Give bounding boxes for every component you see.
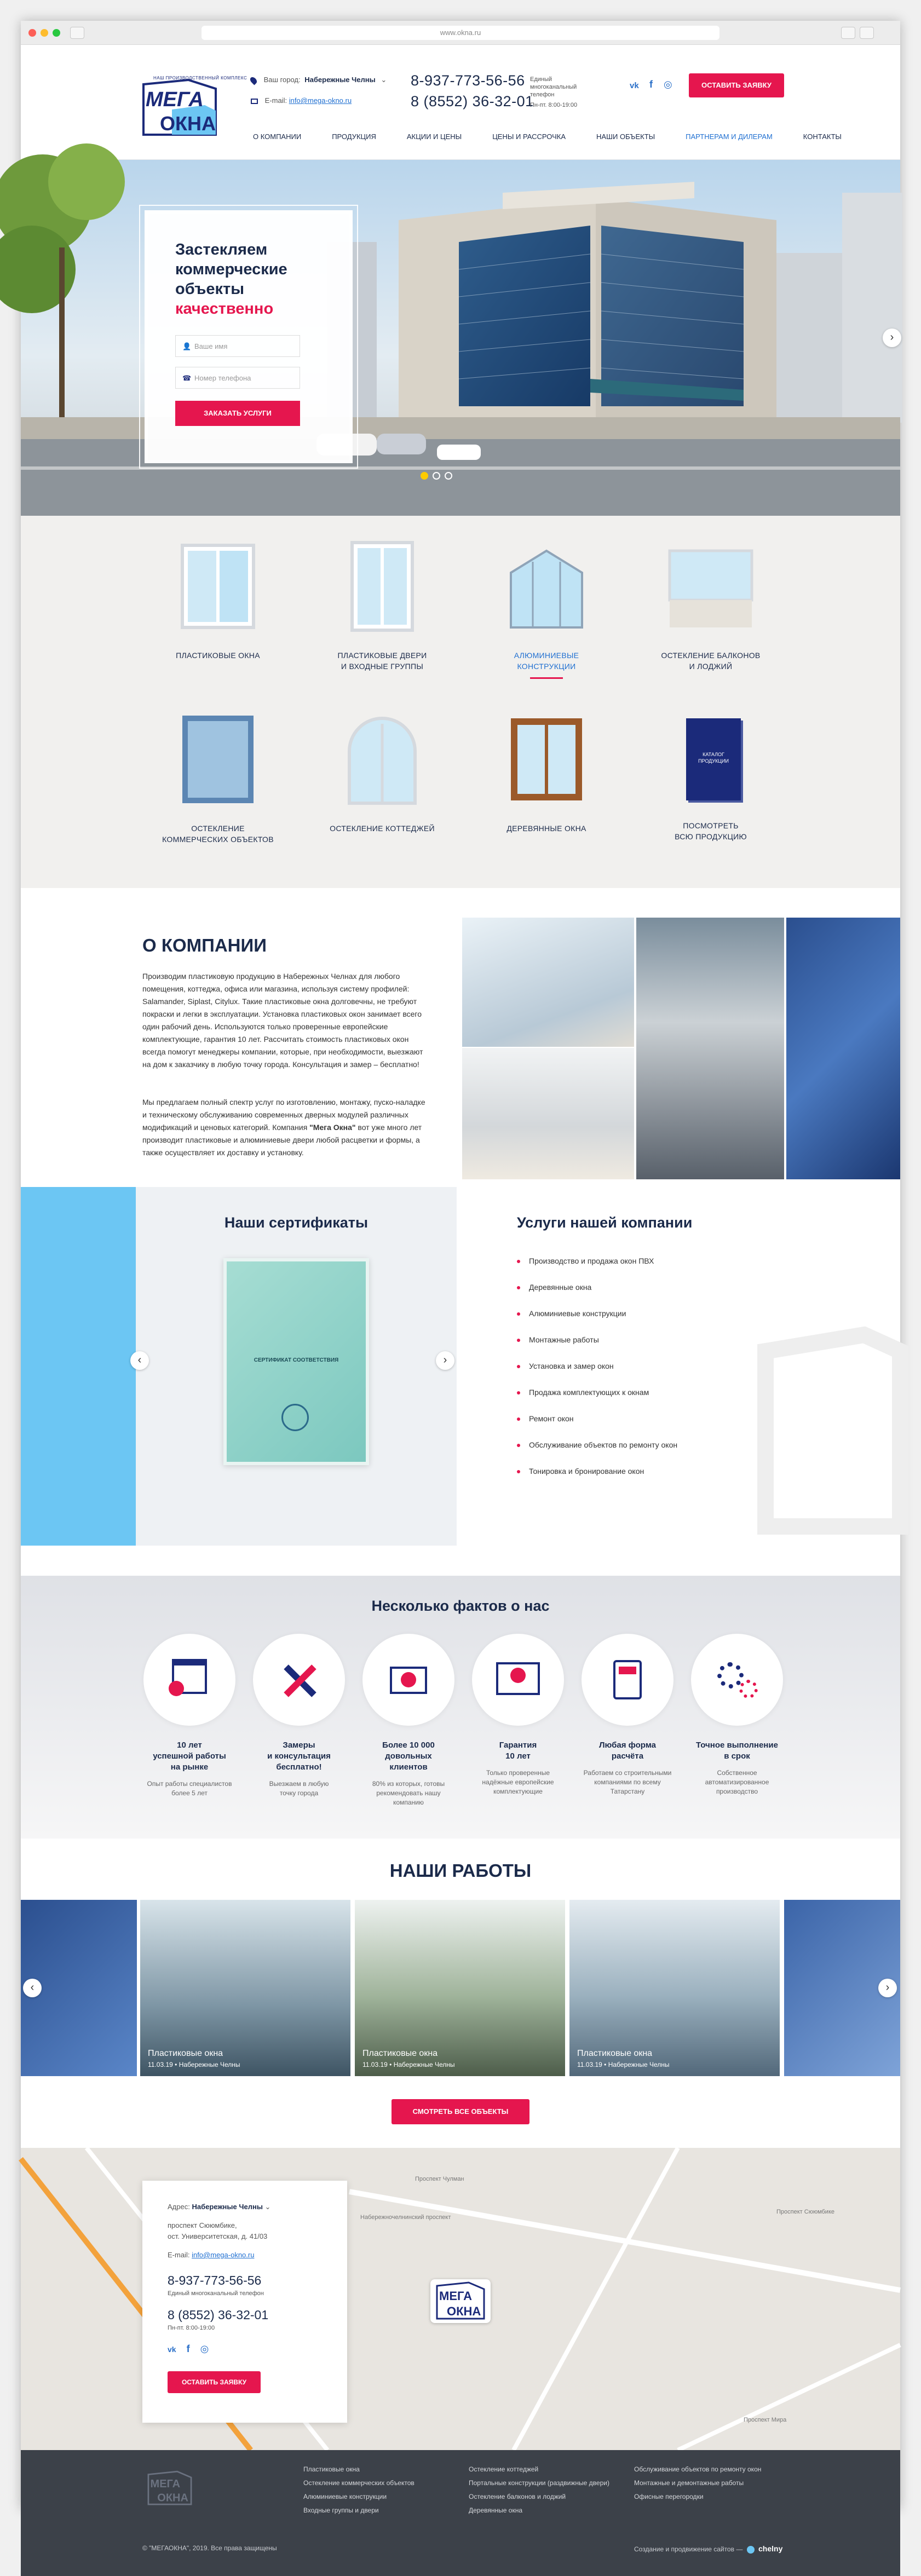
service-item[interactable]: Обслуживание объектов по ремонту окон	[517, 1440, 692, 1467]
about-photo-office	[636, 918, 784, 1179]
chevron-down-icon: ⌄	[381, 76, 387, 84]
facts-section	[21, 1576, 900, 1839]
about-photo-attic	[462, 1048, 634, 1179]
slider-dot-1[interactable]	[421, 472, 428, 480]
plastic-window-icon	[171, 540, 264, 633]
footer-link[interactable]: Входные группы и двери	[303, 2506, 379, 2514]
works-next-arrow[interactable]: ›	[878, 1979, 897, 1997]
minimize-window-icon[interactable]	[41, 29, 48, 37]
watermark-logo-icon	[755, 1329, 900, 1526]
certificates-services-section	[21, 1187, 900, 1576]
contacts-request-button[interactable]: ОСТАВИТЬ ЗАЯВКУ	[168, 2371, 261, 2393]
certificates-title: Наши сертификаты	[224, 1214, 369, 1231]
nav-objects[interactable]: НАШИ ОБЪЕКТЫ	[596, 132, 655, 141]
svg-text:Набережночелнинский проспект: Набережночелнинский проспект	[360, 2214, 451, 2221]
hero-phone-input[interactable]	[175, 367, 300, 389]
footer-copyright: © "МЕГАОКНА", 2019. Все права защищены	[142, 2544, 277, 2552]
service-item[interactable]: Монтажные работы	[517, 1335, 692, 1362]
phone-primary[interactable]: 8-937-773-56-56	[411, 72, 525, 89]
slider-next-arrow[interactable]: ›	[883, 329, 901, 347]
commercial-glazing-icon	[171, 713, 264, 806]
about-section	[21, 888, 900, 1187]
product-label: АЛЮМИНИЕВЫЕ КОНСТРУКЦИИ	[514, 651, 579, 671]
vk-icon[interactable]: vk	[630, 81, 639, 90]
catalog-label: КАТАЛОГ ПРОДУКЦИИ	[698, 752, 729, 764]
phone-primary-note: Единый многоканальный телефон	[530, 76, 577, 98]
clients-icon	[362, 1634, 454, 1726]
decorative-blue-strip	[21, 1187, 136, 1546]
logo-tagline: НАШ ПРОИЗВОДСТВЕННЫЙ КОМПЛЕКС	[153, 76, 247, 80]
calendar-icon	[143, 1634, 235, 1726]
site-header	[21, 45, 900, 160]
service-item[interactable]: Алюминиевые конструкции	[517, 1309, 692, 1335]
contacts-phone-primary-note: Единый многоканальный телефон	[168, 2290, 264, 2297]
works-prev-arrow[interactable]: ‹	[23, 1979, 42, 1997]
work-card[interactable]: Пластиковые окна 11.03.19 • Набережные Челны	[140, 1900, 350, 2076]
about-paragraph-2: Мы предлагаем полный спектр услуг по изготовлению, монтажу, пуско-наладке и техническому обслуживанию современных дверных модулей различных модификаций и ценовых категорий. Компания "Мега Окна" вот уже много лет производит пластиковые и алюминиевые двери любой расцветки и формы, а также осуществляет их доставку и установку.	[142, 1098, 425, 1157]
product-label: ОСТЕКЛЕНИЕ БАЛКОНОВ И ЛОДЖИЙ	[661, 651, 761, 671]
balcony-icon	[664, 540, 757, 633]
services-block	[517, 1214, 692, 1493]
instagram-icon[interactable]: ◎	[664, 79, 672, 90]
fact-item: Замеры и консультация бесплатно! Выезжаем в любую точку города	[244, 1634, 354, 1798]
facebook-icon[interactable]: f	[649, 79, 653, 90]
footer-link[interactable]: Обслуживание объектов по ремонту окон	[634, 2465, 762, 2473]
map-location-marker[interactable]	[430, 2279, 491, 2323]
payment-terminal-icon	[582, 1634, 674, 1726]
sidebar-toggle-icon[interactable]	[70, 27, 84, 39]
nav-prices[interactable]: ЦЕНЫ И РАССРОЧКА	[492, 132, 566, 141]
email-label: E-mail:	[264, 96, 287, 105]
city-selector[interactable]	[251, 76, 387, 84]
instagram-icon[interactable]: ◎	[200, 2343, 209, 2354]
certificate-image[interactable]	[223, 1258, 369, 1465]
nav-partners[interactable]: ПАРТНЕРАМ И ДИЛЕРАМ	[686, 132, 773, 141]
contacts-city-selector[interactable]: Адрес: Набережные Челны ⌄	[168, 2203, 271, 2211]
close-window-icon[interactable]	[28, 29, 36, 37]
products-section	[21, 516, 900, 888]
work-card[interactable]: Пластиковые окна 11.03.19 • Набережные Челны	[355, 1900, 565, 2076]
contacts-phone-secondary-note: Пн-пт. 8:00-19:00	[168, 2325, 215, 2331]
hero-title-line2: коммерческие	[175, 261, 287, 278]
service-item[interactable]: Продажа комплектующих к окнам	[517, 1388, 692, 1414]
slider-dot-2[interactable]	[433, 472, 440, 480]
site-footer	[21, 2450, 900, 2576]
aluminium-structure-icon	[500, 540, 593, 633]
footer-column-3	[634, 2465, 761, 2506]
product-label: ПЛАСТИКОВЫЕ ОКНА	[176, 651, 260, 660]
product-label: ПОСМОТРЕТЬ ВСЮ ПРОДУКЦИЮ	[675, 821, 747, 841]
phone-icon: ☎	[182, 374, 192, 382]
svg-text:ОКНА: ОКНА	[447, 2304, 481, 2318]
contacts-email-link[interactable]: info@mega-okno.ru	[192, 2251, 255, 2259]
product-aluminium[interactable]	[481, 540, 612, 679]
svg-text:МЕГА: МЕГА	[150, 2478, 181, 2491]
nav-promotions[interactable]: АКЦИИ И ЦЕНЫ	[406, 132, 462, 141]
slider-dot-3[interactable]	[445, 472, 452, 480]
service-item[interactable]: Деревянные окна	[517, 1283, 692, 1309]
footer-link[interactable]: Монтажные и демонтажные работы	[634, 2479, 744, 2487]
product-plastic-windows[interactable]	[152, 540, 284, 661]
service-item[interactable]: Ремонт окон	[517, 1414, 692, 1440]
product-commercial[interactable]	[152, 713, 284, 845]
svg-text:Проспект Сююмбике: Проспект Сююмбике	[776, 2209, 835, 2215]
hero-name-input[interactable]	[175, 335, 300, 357]
email-link[interactable]: info@mega-okno.ru	[289, 96, 352, 105]
location-pin-icon	[249, 76, 258, 85]
logo-line1: МЕГА	[146, 88, 204, 111]
fact-item: Гарантия 10 лет Только проверенные надёжные европейские комплектующие	[463, 1634, 573, 1796]
footer-column-1	[303, 2465, 415, 2520]
user-icon: 👤	[182, 342, 192, 350]
warranty-certificate-icon	[472, 1634, 564, 1726]
certificate-stamp-icon	[281, 1404, 309, 1431]
catalog-icon	[664, 713, 757, 806]
footer-link[interactable]: Офисные перегородки	[634, 2493, 704, 2500]
hero-title-accent: качественно	[175, 300, 274, 318]
certificate-doc-title: СЕРТИФИКАТ СООТВЕТСТВИЯ	[254, 1357, 339, 1363]
envelope-icon	[251, 99, 258, 104]
wooden-window-icon	[500, 713, 593, 806]
facebook-icon[interactable]: f	[186, 2343, 190, 2354]
footer-link[interactable]: Остекление коммерческих объектов	[303, 2479, 415, 2487]
product-label: ОСТЕКЛЕНИЕ КОТТЕДЖЕЙ	[330, 824, 435, 833]
hero-phone-placeholder: Номер телефона	[194, 374, 251, 382]
service-item[interactable]: Производство и продажа окон ПВХ	[517, 1257, 692, 1283]
chelny-logo-icon	[747, 2546, 755, 2554]
product-cottages[interactable]	[316, 713, 448, 834]
footer-link[interactable]: Остекление коттеджей	[469, 2465, 539, 2473]
order-services-button[interactable]: ЗАКАЗАТЬ УСЛУГИ	[175, 401, 300, 426]
work-card[interactable]: Пластиковые окна 11.03.19 • Набережные Челны	[569, 1900, 780, 2076]
svg-text:МЕГА: МЕГА	[439, 2289, 472, 2303]
hero-form-card	[145, 210, 353, 463]
footer-logo[interactable]	[142, 2466, 197, 2510]
product-wooden[interactable]	[481, 713, 612, 834]
mega-okna-logo	[430, 2279, 491, 2323]
browser-toolbar	[21, 21, 900, 45]
main-nav	[253, 132, 842, 141]
svg-text:Проспект Чулман: Проспект Чулман	[415, 2176, 464, 2182]
footer-link[interactable]: Деревянные окна	[469, 2506, 522, 2514]
nav-products[interactable]: ПРОДУКЦИЯ	[332, 132, 376, 141]
product-catalog-link[interactable]	[645, 713, 776, 842]
contacts-phone-primary[interactable]: 8-937-773-56-56	[168, 2273, 262, 2287]
contacts-phone-secondary[interactable]: 8 (8552) 36-32-01	[168, 2308, 269, 2322]
footer-column-2	[469, 2465, 609, 2520]
product-label: ОСТЕКЛЕНИЕ КОММЕРЧЕСКИХ ОБЪЕКТОВ	[162, 824, 274, 844]
hero-title-line1: Застекляем	[175, 241, 268, 258]
product-label: ПЛАСТИКОВЫЕ ДВЕРИ И ВХОДНЫЕ ГРУППЫ	[337, 651, 427, 671]
city-label: Ваш город:	[263, 76, 301, 84]
certificates-block	[136, 1187, 457, 1546]
vk-icon[interactable]: vk	[168, 2345, 176, 2354]
fact-item: Более 10 000 довольных клиентов 80% из которых, готовы рекомендовать нашу компанию	[354, 1634, 463, 1807]
about-title: О КОМПАНИИ	[142, 935, 267, 955]
certs-prev-arrow[interactable]: ‹	[130, 1351, 149, 1370]
maximize-window-icon[interactable]	[53, 29, 60, 37]
works-section	[21, 1839, 900, 2148]
footer-credit[interactable]: Создание и продвижение сайтов — chelny	[634, 2544, 783, 2553]
fact-item: Точное выполнение в срок Собственное автоматизированное производство	[682, 1634, 792, 1796]
share-icon[interactable]	[841, 27, 855, 39]
facts-title: Несколько фактов о нас	[371, 1598, 550, 1614]
hero-slider	[21, 160, 900, 516]
about-photo-interior	[462, 918, 634, 1047]
header-email	[251, 96, 352, 105]
works-title: НАШИ РАБОТЫ	[389, 1860, 532, 1881]
contacts-address: проспект Сююмбике, ост. Университетская, д. 41/03	[168, 2221, 268, 2240]
ruler-pencil-icon	[253, 1634, 345, 1726]
contacts-email: E-mail: info@mega-okno.ru	[168, 2251, 255, 2259]
footer-link[interactable]: Пластиковые окна	[303, 2465, 360, 2473]
contacts-card	[142, 2181, 347, 2423]
footer-link[interactable]: Алюминиевые конструкции	[303, 2493, 387, 2500]
svg-text:Проспект Мира: Проспект Мира	[744, 2417, 787, 2423]
plastic-door-icon	[336, 540, 429, 633]
fact-item: Любая форма расчёта Работаем со строительными компаниями по всему Татарстану	[573, 1634, 682, 1796]
map-section[interactable]	[21, 2148, 900, 2450]
product-plastic-doors[interactable]	[316, 540, 448, 672]
view-all-objects-button[interactable]: СМОТРЕТЬ ВСЕ ОБЪЕКТЫ	[392, 2099, 529, 2124]
product-label: ДЕРЕВЯННЫЕ ОКНА	[506, 824, 586, 833]
phone-secondary-note: Пн-пт. 8:00-19:00	[530, 102, 578, 108]
city-value: Набережные Челны	[304, 76, 376, 84]
footer-link[interactable]: Портальные конструкции (раздвижные двери)	[469, 2479, 609, 2487]
request-button[interactable]: ОСТАВИТЬ ЗАЯВКУ	[689, 73, 784, 97]
service-item[interactable]: Установка и замер окон	[517, 1362, 692, 1388]
svg-text:ОКНА: ОКНА	[157, 2492, 188, 2504]
nav-contacts[interactable]: КОНТАКТЫ	[803, 132, 842, 141]
about-paragraph-1: Производим пластиковую продукцию в Набережных Челнах для любого помещения, коттеджа, офиса или магазина, используя систему профилей: Salamander, Siplast, Citylux. Такие пластиковые окна долговечны, не требуют покраски и легки в эксплуатации. Установка пластиковых окон занимает всего один рабочий день. Используются только проверенные европейские комплектующие, гарантия 10 лет. Рассчитать стоимость пластиковых окон всегда помогут менеджеры компании, которые, при необходимости, выезжают на дом к заказчику в любую точку города. Консультация и замер – бесплатно!	[142, 972, 423, 1069]
address-bar[interactable]: www.okna.ru	[202, 26, 719, 40]
mega-okna-logo[interactable]	[139, 78, 219, 137]
active-underline	[530, 677, 563, 679]
cottage-window-icon	[336, 713, 429, 806]
browser-window	[21, 21, 900, 2553]
tabs-icon[interactable]	[860, 27, 874, 39]
services-list	[517, 1257, 692, 1493]
services-title: Услуги нашей компании	[517, 1214, 693, 1231]
about-photo-facade	[786, 918, 900, 1179]
phone-secondary[interactable]: 8 (8552) 36-32-01	[411, 93, 534, 110]
contacts-social	[168, 2343, 322, 2355]
service-item[interactable]: Тонировка и бронирование окон	[517, 1467, 692, 1493]
certs-next-arrow[interactable]: ›	[436, 1351, 454, 1370]
hero-title-line3: объекты	[175, 280, 244, 298]
logo-line2: ОКНА	[160, 112, 216, 135]
footer-link[interactable]: Остекление балконов и лоджий	[469, 2493, 566, 2500]
fact-item: 10 лет успешной работы на рынке Опыт работы специалистов более 5 лет	[135, 1634, 244, 1798]
gears-icon	[691, 1634, 783, 1726]
product-balconies[interactable]	[645, 540, 776, 672]
hero-name-placeholder: Ваше имя	[194, 342, 228, 350]
nav-about[interactable]: О КОМПАНИИ	[253, 132, 302, 141]
